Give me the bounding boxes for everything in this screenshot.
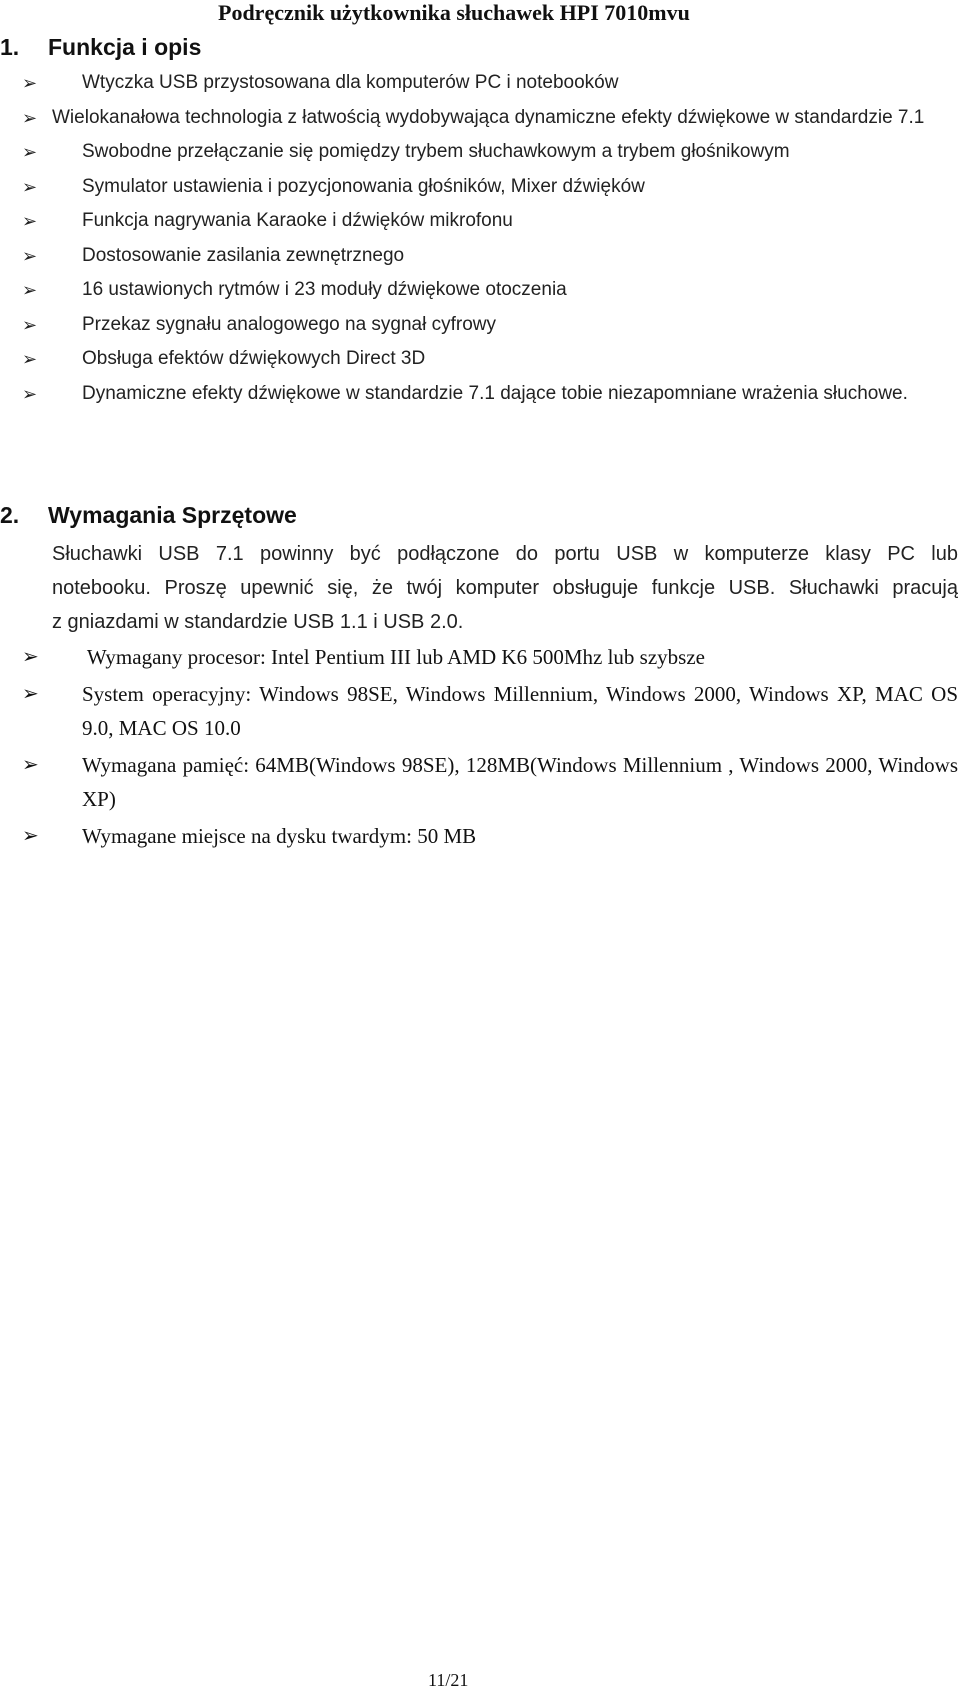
section-1-title: Funkcja i opis xyxy=(48,34,202,60)
list-item xyxy=(0,135,958,170)
list-item xyxy=(0,101,958,136)
arrow-bullet-icon: ➢ xyxy=(22,646,39,668)
list-item xyxy=(0,677,958,745)
arrow-bullet-icon: ➢ xyxy=(22,107,38,128)
page-number: 11/21 xyxy=(428,1670,469,1690)
list-item xyxy=(0,308,958,343)
list-item xyxy=(0,819,958,853)
list-item xyxy=(0,170,958,205)
requirement-text: Wymagane miejsce na dysku twardym: 50 MB xyxy=(82,824,477,848)
list-item xyxy=(0,273,958,308)
section-1-number: 1. xyxy=(0,34,20,60)
arrow-bullet-icon: ➢ xyxy=(22,245,38,266)
feature-text: Wielokanałowa technologia z łatwością wydobywająca dynamiczne efekty dźwiękowe w standardzie 7.1 xyxy=(52,106,925,128)
page-header-title: Podręcznik użytkownika słuchawek HPI 7010mvu xyxy=(218,0,690,25)
feature-list xyxy=(0,66,958,411)
list-item xyxy=(0,748,958,816)
arrow-bullet-icon: ➢ xyxy=(22,754,39,776)
section-2-title: Wymagania Sprzętowe xyxy=(48,502,297,528)
arrow-bullet-icon: ➢ xyxy=(22,142,38,162)
requirement-text: System operacyjny: Windows 98SE, Windows Millennium, Windows 2000, Windows XP, MAC OS 9.0, MAC OS 10.0 xyxy=(82,682,958,740)
section-2-number: 2. xyxy=(0,502,20,528)
list-item xyxy=(0,204,958,239)
arrow-bullet-icon: ➢ xyxy=(22,73,38,93)
section-2-heading xyxy=(0,502,297,529)
feature-text: 16 ustawionych rytmów i 23 moduły dźwiękowe otoczenia xyxy=(82,279,567,300)
list-item xyxy=(0,377,958,412)
arrow-bullet-icon: ➢ xyxy=(22,280,38,300)
arrow-bullet-icon: ➢ xyxy=(22,176,38,197)
feature-text: Wtyczka USB przystosowana dla komputerów PC i notebooków xyxy=(82,72,619,93)
list-item xyxy=(0,66,958,101)
paragraph-line: Słuchawki USB 7.1 powinny być podłączone do portu USB w komputerze klasy PC lub xyxy=(52,543,958,565)
requirement-text: Wymagana pamięć: 64MB(Windows 98SE), 128MB(Windows Millennium , Windows 2000, Windows XP) xyxy=(82,753,958,811)
arrow-bullet-icon: ➢ xyxy=(22,349,38,369)
requirements-paragraph xyxy=(52,537,958,639)
arrow-bullet-icon: ➢ xyxy=(22,825,39,847)
paragraph-line: notebooku. Proszę upewnić się, że twój komputer obsługuje funkcje USB. Słuchawki pracują xyxy=(52,577,958,599)
list-item xyxy=(0,640,958,674)
requirements-list xyxy=(0,640,958,853)
feature-text: Dynamiczne efekty dźwiękowe w standardzie 7.1 dające tobie niezapomniane wrażenia słuchowe. xyxy=(82,382,908,404)
feature-text: Przekaz sygnału analogowego na sygnał cyfrowy xyxy=(82,313,497,335)
arrow-bullet-icon: ➢ xyxy=(22,314,38,335)
feature-text: Symulator ustawienia i pozycjonowania głośników, Mixer dźwięków xyxy=(82,175,645,197)
requirement-text: Wymagany procesor: Intel Pentium III lub AMD K6 500Mhz lub szybsze xyxy=(82,645,705,669)
arrow-bullet-icon: ➢ xyxy=(22,211,38,231)
feature-text: Dostosowanie zasilania zewnętrznego xyxy=(82,244,405,266)
section-1-heading xyxy=(0,34,201,61)
paragraph-line: z gniazdami w standardzie USB 1.1 i USB 2.0. xyxy=(52,611,464,633)
arrow-bullet-icon: ➢ xyxy=(22,383,38,404)
list-item xyxy=(0,342,958,377)
feature-text: Swobodne przełączanie się pomiędzy trybem słuchawkowym a trybem głośnikowym xyxy=(82,141,790,162)
list-item xyxy=(0,239,958,274)
feature-text: Funkcja nagrywania Karaoke i dźwięków mikrofonu xyxy=(82,210,513,231)
arrow-bullet-icon: ➢ xyxy=(22,683,39,705)
feature-text: Obsługa efektów dźwiękowych Direct 3D xyxy=(82,348,426,369)
